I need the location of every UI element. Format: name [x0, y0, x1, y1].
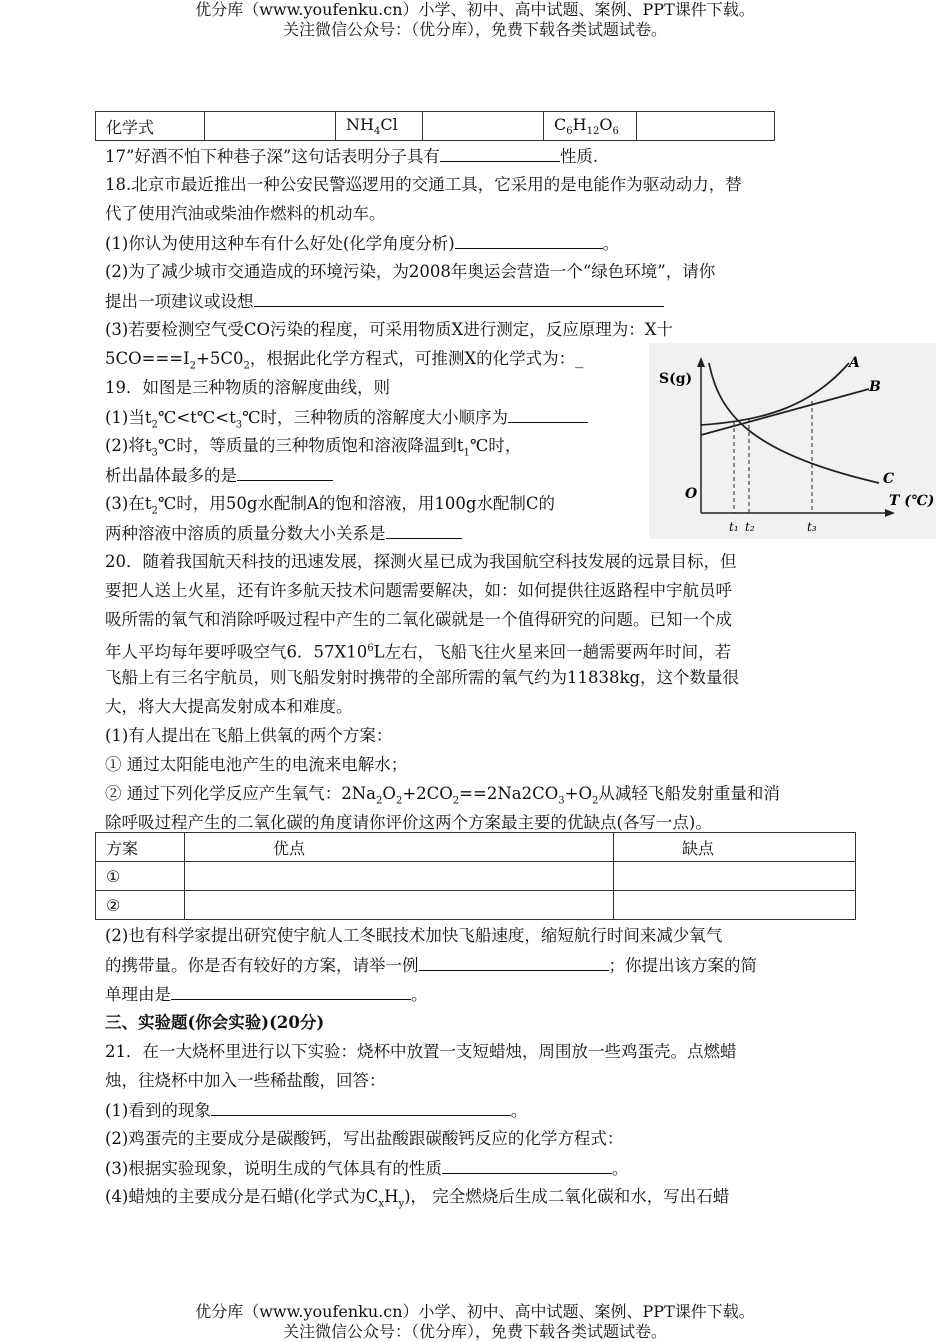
- curve-c-label: C: [883, 471, 895, 487]
- q18-part-2-line-2: 提出一项建议或设想: [105, 290, 664, 313]
- q20-line-6: 大，将大大提高发射成本和难度。: [105, 697, 353, 716]
- page-header-line-1: 优分库（www.youfenku.cn）小学、初中、高中试题、案例、PPT课件下载。: [195, 0, 755, 19]
- section-3-title: 三、实验题(你会实验)(20分): [105, 1013, 325, 1032]
- plan-evaluation-table: [95, 832, 856, 920]
- q19-part-3-line-2: 两种溶液中溶质的质量分数大小关系是: [105, 522, 462, 545]
- q18-line-1: 18.北京市最近推出一种公安民警巡逻用的交通工具，它采用的是电能作为驱动动力，替: [105, 175, 742, 194]
- q18-part-3-line-1: (3)若要检测空气受CO污染的程度，可采用物质X进行测定，反应原理为：X十: [105, 320, 674, 339]
- q21-3-answer-blank[interactable]: [442, 1157, 612, 1174]
- q18-2-answer-blank[interactable]: [254, 290, 664, 307]
- q20-line-5: 飞船上有三名宇航员，则飞船发射时携带的全部所需的氧气约为11838kg，这个数量很: [105, 668, 740, 687]
- q19-part-2-line-2: 析出晶体最多的是: [105, 464, 333, 487]
- q19-line-1: 19．如图是三种物质的溶解度曲线，则: [105, 378, 390, 397]
- q20-part-1: (1)有人提出在飞船上供氧的两个方案：: [105, 726, 393, 745]
- q21-line-1: 21．在一大烧杯里进行以下实验：烧杯中放置一支短蜡烛，周围放一些鸡蛋壳。点燃蜡: [105, 1042, 737, 1061]
- q20-part-2-line-3: 单理由是 。: [105, 985, 428, 1004]
- formula-nh4cl: $NH_4Cl$: [336, 112, 423, 141]
- q18-part-3-line-2: $5CO===I_2+5C0_2$，根据此化学方程式，可推测X的化学式为：_: [105, 349, 584, 372]
- page-footer-line-1: 优分库（www.youfenku.cn）小学、初中、高中试题、案例、PPT课件下载。: [195, 1302, 755, 1321]
- x-axis-label: T (℃): [889, 493, 935, 509]
- q19-part-1: (1)当$t_2℃<t℃<t_3℃$时，三种物质的溶解度大小顺序为: [105, 406, 588, 436]
- solubility-chart-svg: [649, 343, 936, 539]
- table-header-plan: 方案: [96, 833, 185, 862]
- q19-3-answer-blank[interactable]: [386, 522, 462, 539]
- q21-part-2: (2)鸡蛋壳的主要成分是碳酸钙，写出盐酸跟碳酸钙反应的化学方程式：: [105, 1129, 624, 1148]
- q18-part-2-line-1: (2)为了减少城市交通造成的环境污染，为2008年奥运会营造一个“绿色环境”，请你: [105, 262, 716, 281]
- formula-table-cell[interactable]: [205, 112, 336, 141]
- q17: 17”好酒不怕下种巷子深”这句话表明分子具有 性质.: [105, 147, 599, 166]
- q21-1-answer-blank[interactable]: [211, 1099, 511, 1116]
- table-header-advantage: 优点: [185, 833, 614, 862]
- table-row-plan-1: ①: [96, 862, 185, 891]
- q18-part-1: (1)你认为使用这种车有什么好处(化学角度分析) 。: [105, 234, 620, 253]
- tick-t3: t₃: [807, 520, 817, 534]
- q21-part-4: (4)蜡烛的主要成分是石蜡(化学式为$C_xH_y$)， 完全燃烧后生成二氧化碳和水，写出石蜡: [105, 1187, 730, 1210]
- curve-a-label: A: [849, 355, 860, 371]
- q20-2-plan-blank[interactable]: [419, 954, 609, 971]
- q19-1-answer-blank[interactable]: [508, 406, 588, 423]
- curve-a: [701, 363, 849, 425]
- table-header-disadvantage: 缺点: [614, 833, 856, 862]
- formula-table-label: 化学式: [96, 112, 205, 141]
- y-axis-label: S(g): [659, 371, 693, 387]
- q20-line-2: 要把人送上火星，还有许多航天技术问题需要解决，如：如何提供往返路程中宇航员呼: [105, 581, 732, 600]
- table-row-plan-2: ②: [96, 891, 185, 920]
- q20-option-2-line-2: 除呼吸过程产生的二氧化碳的角度请你评价这两个方案最主要的优缺点(各写一点)。: [105, 813, 712, 832]
- solubility-curve-chart: [649, 343, 936, 539]
- q20-option-1: ① 通过太阳能电池产生的电流来电解水；: [105, 755, 408, 774]
- q19-2-answer-blank[interactable]: [237, 464, 333, 481]
- formula-table: [95, 111, 775, 141]
- q21-line-2: 烛，往烧杯中加入一些稀盐酸，回答：: [105, 1071, 386, 1090]
- x-axis-arrow: [885, 509, 895, 517]
- q21-part-3: (3)根据实验现象，说明生成的气体具有的性质 。: [105, 1159, 629, 1178]
- q21-part-1: (1)看到的现象 。: [105, 1101, 528, 1120]
- y-axis-arrow: [697, 357, 705, 367]
- q17-answer-blank[interactable]: [440, 145, 560, 162]
- plan-1-advantage-cell[interactable]: [185, 862, 614, 891]
- q20-2-reason-blank[interactable]: [171, 983, 411, 1000]
- curve-b: [701, 389, 869, 435]
- q20-line-3: 吸所需的氧气和消除呼吸过程中产生的二氧化碳就是一个值得研究的问题。已知一个成: [105, 610, 732, 629]
- tick-t1: t₁: [729, 520, 739, 534]
- q20-part-2-line-1: (2)也有科学家提出研究使宇航人工冬眠技术加快飞船速度，缩短航行时间来减少氧气: [105, 926, 723, 945]
- q20-line-4: 年人平均每年要呼吸空气6．$57X10^6L$左右，飞船飞往火星来回一趟需要两年时间，若: [105, 642, 732, 662]
- q18-line-2: 代了使用汽油或柴油作燃料的机动车。: [105, 204, 386, 223]
- origin-label: O: [685, 486, 698, 502]
- page-footer-line-2: 关注微信公众号：（优分库），免费下载各类试题试卷。: [282, 1322, 667, 1341]
- plan-1-disadvantage-cell[interactable]: [614, 862, 856, 891]
- q20-part-2-line-2: 的携带量。你是否有较好的方案，请举一例 ；你提出该方案的简: [105, 956, 757, 975]
- q20-line-1: 20．随着我国航天科技的迅速发展，探测火星已成为我国航空科技发展的远景目标，但: [105, 552, 737, 571]
- curve-b-label: B: [869, 379, 881, 395]
- q18-1-answer-blank[interactable]: [455, 232, 603, 249]
- page-header-line-2: 关注微信公众号：（优分库），免费下载各类试题试卷。: [282, 20, 667, 39]
- plan-2-advantage-cell[interactable]: [185, 891, 614, 920]
- formula-table-cell[interactable]: [637, 112, 775, 141]
- tick-t2: t₂: [745, 520, 755, 534]
- plan-2-disadvantage-cell[interactable]: [614, 891, 856, 920]
- q19-part-3: (3)在$t_2℃$时，用50g水配制A的饱和溶液，用100g水配制C的: [105, 494, 556, 517]
- q19-part-2: (2)将$t_3℃$时，等质量的三种物质饱和溶液降温到$t_1℃$时，: [105, 436, 522, 459]
- q20-option-2: ② 通过下列化学反应产生氧气：$2Na_2O_2+2CO_2==2Na2CO_3+O_2$从减轻飞船发射重量和消: [105, 784, 780, 807]
- formula-table-cell[interactable]: [423, 112, 544, 141]
- formula-glucose: $C_6H_{12}O_6$: [544, 112, 637, 141]
